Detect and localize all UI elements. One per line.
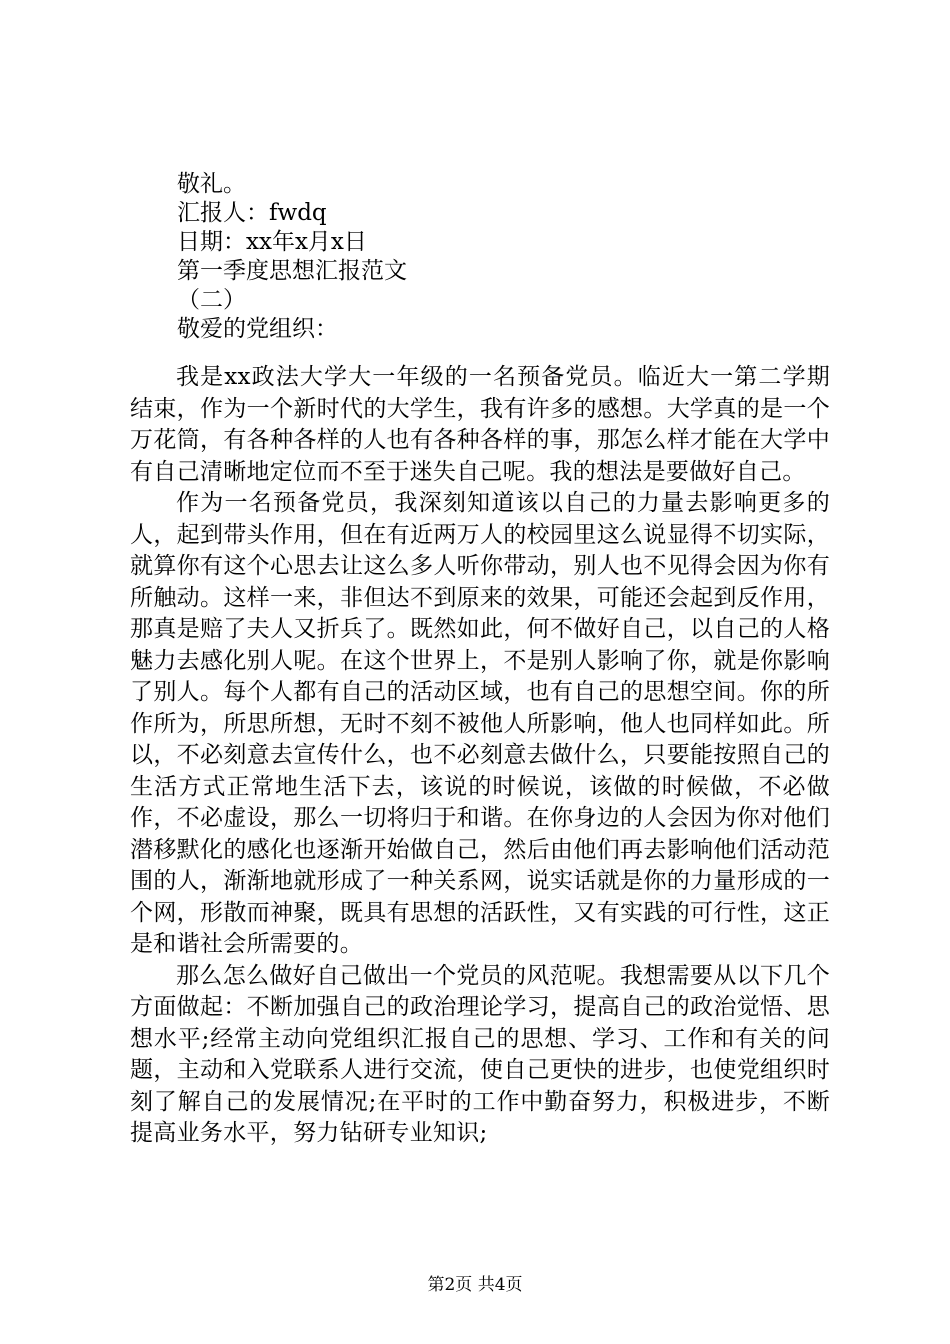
header-block [177, 170, 832, 344]
section-number: （二） [177, 287, 246, 313]
reporter-line: 汇报人：fwdq [177, 200, 327, 226]
page-footer: 第2页 共4页 [427, 1275, 523, 1295]
greeting-line: 敬爱的党组织： [177, 316, 338, 342]
document-title: 第一季度思想汇报范文 [177, 258, 407, 284]
paragraph-2: 作为一名预备党员，我深刻知道该以自己的力量去影响更多的人，起到带头作用，但在有近两万人的校园里这么说显得不切实际，就算你有这个心思去让这么多人听你带动，别人也不见得会因为你有所触动。这样一来，非但达不到原来的效果，可能还会起到反作用，那真是赔了夫人又折兵了。既然如此，何不做好自己，以自己的人格魅力去感化别人呢。在这个世界上，不是别人影响了你，就是你影响了别人。每个人都有自己的活动区域，也有自己的思想空间。你的所作所为，所思所想，无时不刻不被他人所影响，他人也同样如此。所以，不必刻意去宣传什么，也不必刻意去做什么，只要能按照自己的生活方式正常地生活下去，该说的时候说，该做的时候做，不必做作，不必虚设，那么一切将归于和谐。在你身边的人会因为你对他们潜移默化的感化也逐渐开始做自己，然后由他们再去影响他们活动范围的人，渐渐地就形成了一种关系网，说实话就是你的力量形成的一个网，形散而神聚，既具有思想的活跃性，又有实践的可行性，这正是和谐社会所需要的。 [130, 490, 830, 957]
body-text [130, 362, 830, 1150]
closing-salutation: 敬礼。 [177, 171, 246, 197]
date-line: 日期：xx年x月x日 [177, 229, 367, 255]
paragraph-1: 我是xx政法大学大一年级的一名预备党员。临近大一第二学期结束，作为一个新时代的大学生，我有许多的感想。大学真的是一个万花筒，有各种各样的人也有各种各样的事，那怎么样才能在大学中有自己清晰地定位而不至于迷失自己呢。我的想法是要做好自己。 [130, 364, 830, 485]
paragraph-3: 那么怎么做好自己做出一个党员的风范呢。我想需要从以下几个方面做起：不断加强自己的政治理论学习，提高自己的政治觉悟、思想水平;经常主动向党组织汇报自己的思想、学习、工作和有关的问题，主动和入党联系人进行交流，使自己更快的进步，也使党组织时刻了解自己的发展情况;在平时的工作中勤奋努力，积极进步，不断提高业务水平，努力钻研专业知识; [130, 962, 830, 1146]
